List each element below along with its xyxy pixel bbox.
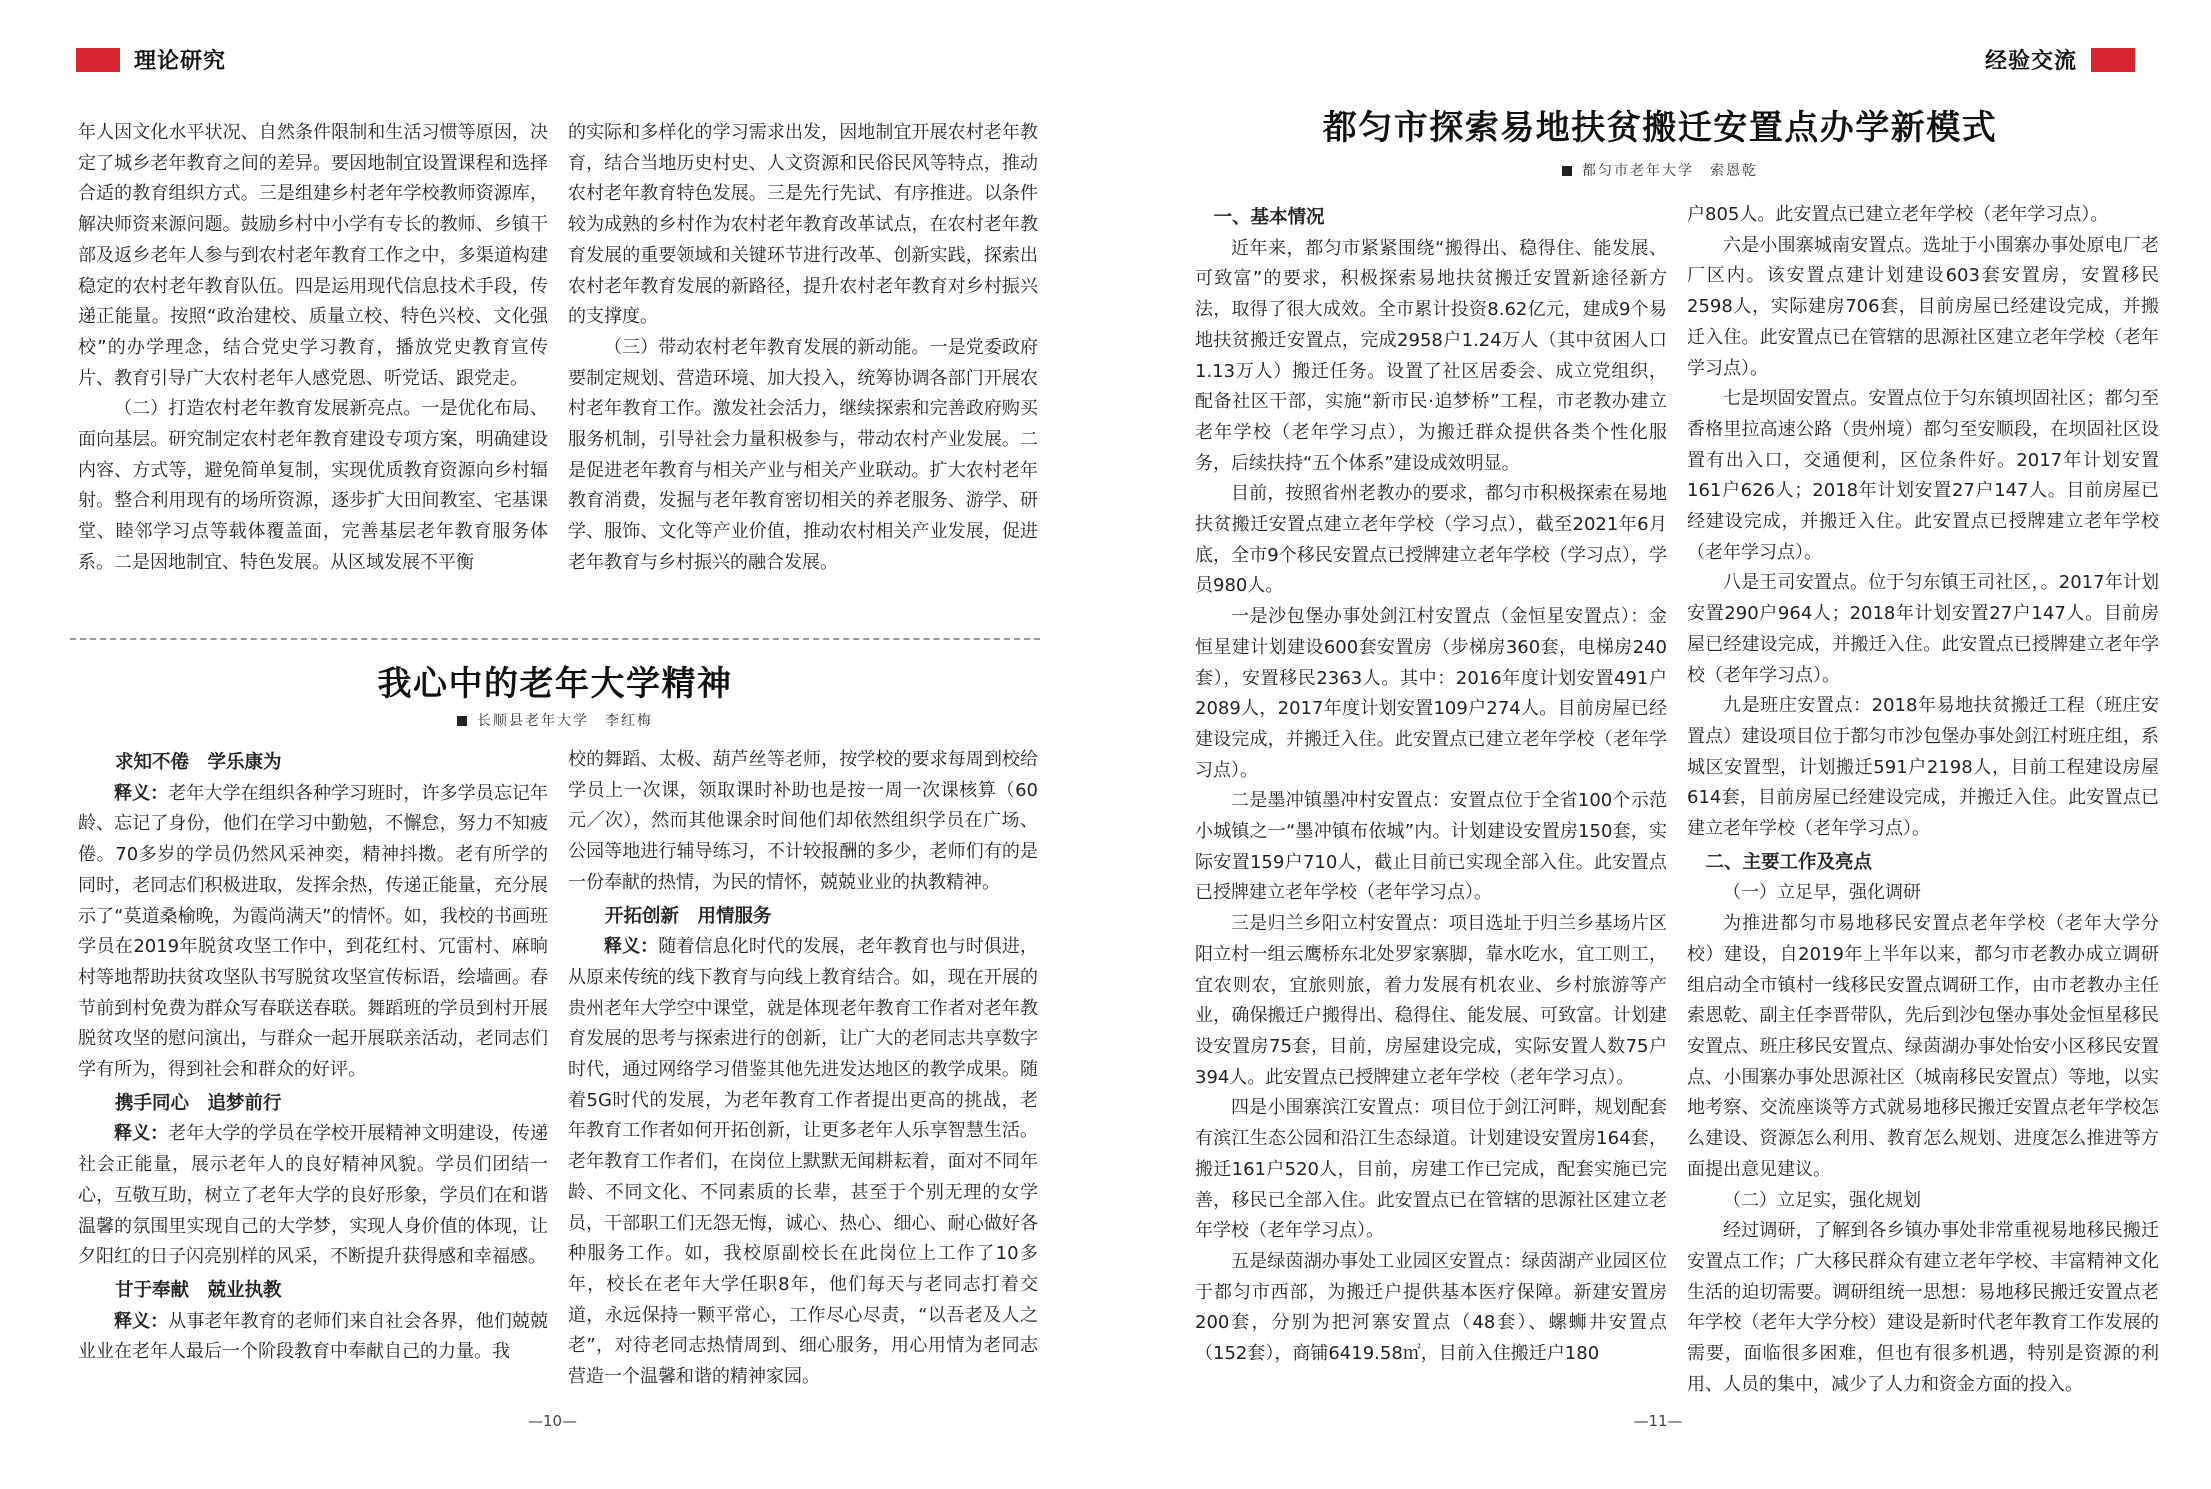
article-title: 都匀市探索易地扶贫搬迁安置点办学新模式 [1322, 108, 1998, 148]
paragraph-text: 四是小围寨滨江安置点：项目位于剑江河畔，规划配套有滨江生态公园和沿江生态绿道。计划建设安置房164套，搬迁161户520人，目前，房建工作已完成，配套实施已完善，移民已全部入住。此安置点已在管辖的思源社区建立老年学校（老年学习点）。 [1195, 1097, 1667, 1242]
article-column-2 [1687, 200, 2159, 1400]
section-label: 经验交流 [1984, 49, 2077, 74]
term-label: 释义： [114, 1310, 169, 1332]
paragraph [78, 1307, 548, 1368]
paragraph-text: 户805人。此安置点已建立老年学校（老年学习点）。 [1687, 204, 2109, 225]
paragraph-text: （一）立足早，强化调研 [1723, 882, 1921, 904]
byline-text: 都匀市老年大学 索恩乾 [1582, 163, 1758, 179]
paragraph-text: 老年大学的学员在学校开展精神文明建设，传递社会正能量，展示老年人的良好精神风貌。学员们团结一心，互敬互助，树立了老年大学的良好形象，学员们在和谐温馨的氛围里实现自己的大学梦，实现人身价值的体现，让夕阳红的日子闪亮别样的风采，不断提升获得感和幸福感。 [78, 1123, 549, 1268]
article-byline [70, 710, 1040, 730]
byline-text: 长顺县老年大学 李红梅 [477, 713, 653, 729]
subheading: 携手同心 追梦前行 [115, 1092, 282, 1114]
byline-marker [1562, 166, 1572, 176]
paragraph [1195, 1247, 1667, 1370]
red-marker [2091, 48, 2135, 72]
page-number: —10— [527, 1412, 578, 1430]
paragraph-text: 七是坝固安置点。安置点位于匀东镇坝固社区；都匀至香格里拉高速公路（贵州境）都匀至安顺段，在坝固社区设置有出入口，交通便利，区位条件好。2017年计划安置161户626人；2018年计划安置27户147人。目前房屋已经建设完成，并搬迁入住。此安置点已授牌建立老年学校（老年学习点）。 [1687, 388, 2159, 563]
paragraph [1195, 479, 1667, 602]
paragraph [1687, 568, 2159, 691]
paragraph-text: 六是小围寨城南安置点。选址于小围寨办事处原电厂老厂区内。该安置点建计划建设603套安置房，安置移民2598人，实际建房706套，目前房屋已经建设完成，并搬迁入住。此安置点已在管辖的思源社区建立老年学校（老年学习点）。 [1687, 234, 2159, 379]
section-header-right [1985, 44, 2135, 75]
paragraph-text: 二是墨冲镇墨冲村安置点：安置点位于全省100个示范小城镇之一“墨冲镇布依城”内。计划建设安置房150套，实际安置159户710人，截止目前已实现全部入住。此安置点已授牌建立老年学校（老年学习点）。 [1195, 790, 1667, 904]
paragraph-text: 校的舞蹈、太极、葫芦丝等老师，按学校的要求每周到校给学员上一次课，领取课时补助也是按一周一次课核算（60元／次），然而其他课余时间他们却依然组织学员在广场、公园等地进行辅导练习，不计较报酬的多少，老师们有的是一份奉献的热情，为民的情怀，兢兢业业的执教精神。 [568, 749, 1038, 893]
article-byline [1165, 160, 2155, 180]
left-page [0, 0, 1105, 1489]
section-header-left [76, 44, 226, 75]
subheading: 求知不倦 学乐康为 [115, 752, 282, 773]
article-column-1 [78, 745, 548, 1368]
paragraph [1687, 1216, 2159, 1400]
paragraph [1195, 602, 1667, 786]
paragraph-text: 五是绿茵湖办事处工业园区安置点：绿茵湖产业园区位于都匀市西部，为搬迁户提供基本医疗保障。新建安置房200套，分别为把河寨安置点（48套）、螺蛳井安置点（152套），商铺6419.58㎡，目前入住搬迁户180 [1195, 1250, 1667, 1365]
subheading: 甘于奉献 兢业执教 [115, 1279, 282, 1301]
paragraph-text: 随着信息化时代的发展，老年教育也与时俱进，从原来传统的线下教育与向线上教育结合。如，现在开展的贵州老年大学空中课堂，就是体现老年教育工作者对老年教育发展的思考与探索进行的创新，让广大的老同志共享数字时代，通过网络学习借鉴其他先进发达地区的教学成果。随着5G时代的发展，为老年教育工作者提出更高的挑战，老年教育工作者如何开拓创新，让更多老年人乐享智慧生活。老年教育工作者们，在岗位上默默无闻耕耘着，面对不同年龄、不同文化、不同素质的长辈，甚至于个别无理的女学员，干部职工们无怨无悔，诚心、热心、细心、耐心做好各种服务工作。如，我校原副校长在此岗位上工作了10多年，校长在老年大学任职8年，他们每天与老同志打着交道，永远保持一颗平常心，工作尽心尽责，“以吾老及人之老”，对待老同志热情周到、细心服务，用心用情为老同志营造一个温馨和谐的精神家园。 [568, 936, 1039, 1388]
section-label: 理论研究 [134, 49, 227, 74]
paragraph [568, 745, 1038, 899]
paragraph [1687, 200, 2159, 231]
paragraph [1195, 1093, 1667, 1247]
paragraph-text: 一是沙包堡办事处剑江村安置点（金恒星安置点）：金恒星建计划建设600套安置房（步梯房360套，电梯房240套），安置移民2363人。其中：2016年度计划安置491户2089人，2017年度计划安置109户274人。目前房屋已经建设完成，并搬迁入住。此安置点已建立老年学校（老年学习点）。 [1195, 606, 1667, 781]
subheading: 开拓创新 用情服务 [605, 905, 772, 927]
paragraph [568, 932, 1038, 1393]
subheading: 一、基本情况 [1213, 207, 1325, 228]
term-label: 释义： [114, 782, 169, 804]
paragraph [1195, 786, 1667, 909]
article-column-2 [568, 745, 1038, 1393]
paragraph [1687, 878, 2159, 909]
paragraph [1687, 231, 2159, 385]
paragraph [1195, 909, 1667, 1093]
paragraph-text: （二）立足实，强化规划 [1723, 1189, 1921, 1211]
paragraph-text: 九是班庄安置点：2018年易地扶贫搬迁工程（班庄安置点）建设项目位于都匀市沙包堡办事处剑江村班庄组，系城区安置型，计划搬迁591户2198人，目前工程建设房屋614套，目前房屋已经建设完成，并搬迁入住。此安置点已建立老年学校（老年学习点）。 [1687, 695, 2159, 840]
paragraph-text: 八是王司安置点。位于匀东镇王司社区，。2017年计划安置290户964人；2018年计划安置27户147人。目前房屋已经建设完成，并搬迁入住。此安置点已授牌建立老年学校（老年学习点）。 [1687, 572, 2159, 686]
paragraph [1687, 691, 2159, 845]
subheading: 二、主要工作及亮点 [1705, 851, 1873, 873]
paragraph-text: 三是归兰乡阳立村安置点：项目选址于归兰乡基场片区阳立村一组云鹰桥东北处罗家寨脚，靠水吃水，宜工则工，宜农则农，宜旅则旅，着力发展有机农业、乡村旅游等产业，确保搬迁户搬得出、稳得住、能发展、可致富。计划建设安置房75套，目前，房屋建设完成，实际安置人数75户394人。此安置点已授牌建立老年学校（老年学习点）。 [1195, 913, 1667, 1088]
term-label: 释义： [114, 1123, 169, 1145]
paragraph: （三）带动农村老年教育发展的新动能。一是党委政府要制定规划、营造环境、加大投入，统筹协调各部门开展农村老年教育工作。激发社会活力，继续探索和完善政府购买服务机制，引导社会力量积极参与，带动农村产业发展。二是促进老年教育与相关产业与相关产业联动。扩大农村老年教育消费，发掘与老年教育密切相关的养老服务、游学、研学、服饰、文化等产业价值，推动农村相关产业发展，促进老年教育与乡村振兴的融合发展。 [568, 336, 1038, 573]
paragraph-text: 经过调研，了解到各乡镇办事处非常重视易地移民搬迁安置点工作；广大移民群众有建立老年学校、丰富精神文化生活的迫切需要。调研组统一思想：易地移民搬迁安置点老年学校（老年大学分校）建设是新时代老年教育工作发展的需要，面临很多困难，但也有很多机遇，特别是资源的利用、人员的集中，减少了人力和资金方面的投入。 [1687, 1220, 2159, 1395]
paragraph: （二）打造农村老年教育发展新亮点。一是优化布局、面向基层。研究制定农村老年教育建设专项方案，明确建设内容、方式等，避免简单复制，实现优质教育资源向乡村辐射。整合利用现有的场所资源，逐步扩大田间教室、宅基课堂、睦邻学习点等载体覆盖面，完善基层老年教育服务体系。二是因地制宜、特色发展。从区域发展不平衡 [78, 398, 548, 573]
term-label: 释义： [604, 936, 659, 958]
paragraph-text: 近年来，都匀市紧紧围绕“搬得出、稳得住、能发展、可致富”的要求，积极探索易地扶贫搬迁安置新途径新方法，取得了很大成效。全市累计投资8.62亿元，建成9个易地扶贫搬迁安置点，完成2958户1.24万人（其中贫困人口1.13万人）搬迁任务。设置了社区居委会、成立党组织，配备社区干部，实施“新市民·追梦桥”工程，市老教办建立老年学校（老年学习点），为搬迁群众提供各类个性化服务，后续扶持“五个体系”建设成效明显。 [1195, 237, 1667, 474]
paragraph: 的实际和多样化的学习需求出发，因地制宜开展农村老年教育，结合当地历史村史、人文资源和民俗民风等特点，推动农村老年教育特色发展。三是先行先试、有序推进。以条件较为成熟的乡村作为农村老年教育改革试点，在农村老年教育发展的重要领域和关键环节进行改革、创新实践，探索出农村老年教育发展的新路径，提升农村老年教育对乡村振兴的支撑度。 [568, 122, 1038, 328]
paragraph [1687, 1186, 2159, 1217]
paragraph [1687, 909, 2159, 1185]
article-title: 我心中的老年大学精神 [377, 664, 733, 704]
paragraph-text: 为推进都匀市易地移民安置点老年学校（老年大学分校）建设，自2019年上半年以来，都匀市老教办成立调研组启动全市镇村一线移民安置点调研工作，由市老教办主任索恩乾、副主任李晋带队，先后到沙包堡办事处金恒星移民安置点、班庄移民安置点、绿茵湖办事处怡安小区移民安置点、小围寨办事处思源社区（城南移民安置点）等地，以实地考察、交流座谈等方式就易地移民搬迁安置点老年学校怎么建设、资源怎么利用、教育怎么规划、进度怎么推进等方面提出意见建议。 [1687, 913, 2159, 1180]
continued-column-2 [568, 118, 1038, 579]
paragraph [1195, 234, 1667, 480]
right-page [1105, 0, 2211, 1489]
article-divider [70, 638, 1040, 640]
paragraph: 年人因文化水平状况、自然条件限制和生活习惯等原因，决定了城乡老年教育之间的差异。要因地制宜设置课程和选择合适的教育组织方式。三是组建乡村老年学校教师资源库，解决师资来源问题。鼓励乡村中小学有专长的教师、乡镇干部及返乡老年人参与到农村老年教育工作之中，多渠道构建稳定的农村老年教育队伍。四是运用现代信息技术手段，传递正能量。按照“政治建校、质量立校、特色兴校、文化强校”的办学理念，结合党史学习教育，播放党史教育宣传片、教育引导广大农村老年人感党恩、听党话、跟党走。 [78, 122, 548, 389]
paragraph [1687, 384, 2159, 568]
article-column-1 [1195, 200, 1667, 1370]
paragraph-text: 老年大学在组织各种学习班时，许多学员忘记年龄、忘记了身份，他们在学习中勤勉，不懈怠，努力不知疲倦。70多岁的学员仍然风采神奕，精神抖擞。老有所学的同时，老同志们积极进取，发挥余热，传递正能量，充分展示了“莫道桑榆晚，为霞尚满天”的情怀。如，我校的书画班学员在2019年脱贫攻坚工作中，到花红村、冗雷村、麻晌村等地帮助扶贫攻坚队书写脱贫攻坚宣传标语，绘墙画。春节前到村免费为群众写春联送春联。舞蹈班的学员到村开展脱贫攻坚的慰问演出，与群众一起开展联亲活动，老同志们学有所为，得到社会和群众的好评。 [78, 782, 549, 1081]
paragraph-text: 目前，按照省州老教办的要求，都匀市积极探索在易地扶贫搬迁安置点建立老年学校（学习点），截至2021年6月底，全市9个移民安置点已授牌建立老年学校（学习点），学员980人。 [1195, 483, 1667, 597]
continued-column-1 [78, 118, 548, 579]
red-marker [76, 48, 120, 72]
paragraph-text: 从事老年教育的老师们来自社会各界，他们兢兢业业在老年人最后一个阶段教育中奉献自己的力量。我 [78, 1310, 549, 1363]
paragraph [78, 1119, 548, 1273]
paragraph [78, 779, 548, 1086]
page-number: —11— [1633, 1412, 1683, 1430]
byline-marker [457, 716, 467, 726]
